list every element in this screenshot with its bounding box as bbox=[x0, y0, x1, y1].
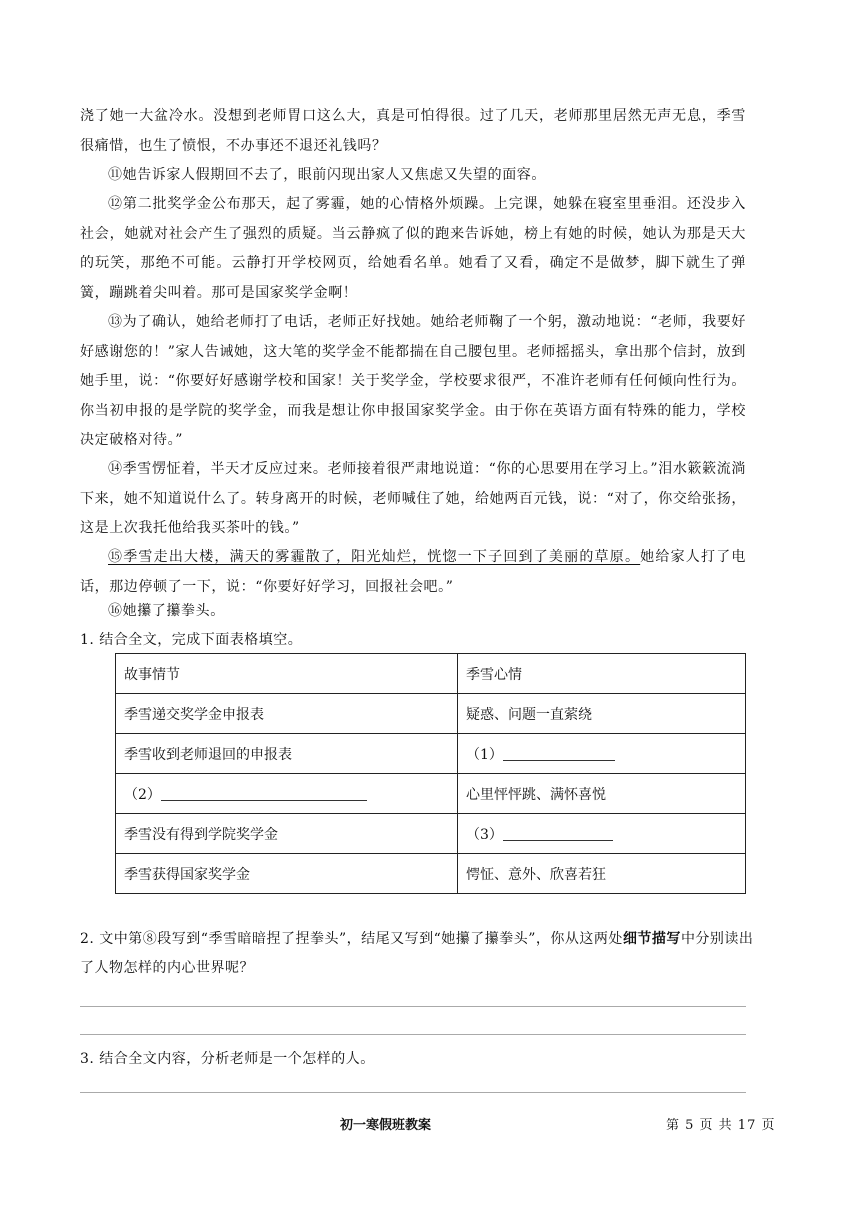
table-row bbox=[116, 774, 746, 814]
answer-table bbox=[115, 653, 746, 894]
mood-cell: 愕怔、意外、欣喜若狂 bbox=[458, 854, 746, 894]
fill-blank-1[interactable] bbox=[503, 746, 615, 761]
fill-blank-2[interactable] bbox=[161, 786, 367, 801]
paragraph-continued: 浇了她一大盆冷水。没想到老师胃口这么大，真是可怕得很。过了几天，老师那里居然无声无息，季雪很痛惜，也生了愤恨，不办事还不退还礼钱吗？ bbox=[80, 108, 746, 154]
fill-blank-3[interactable] bbox=[503, 826, 613, 841]
table-row bbox=[116, 694, 746, 734]
question-2-stem bbox=[80, 925, 760, 983]
mood-cell: 心里怦怦跳、满怀喜悦 bbox=[458, 774, 746, 814]
question-3-stem: 3. 结合全文内容，分析老师是一个怎样的人。 bbox=[80, 1051, 375, 1067]
plot-cell: 季雪收到老师退回的申报表 bbox=[116, 734, 458, 774]
blank-label: （3） bbox=[466, 826, 503, 843]
paragraph-16: ⑯她攥了攥拳头。 bbox=[108, 603, 225, 619]
plot-cell: 季雪递交奖学金申报表 bbox=[116, 694, 458, 734]
mood-cell bbox=[458, 734, 746, 774]
paragraph-14: ⑭季雪愣怔着，半天才反应过来。老师接着很严肃地说道：“你的心思要用在学习上。”泪水簌簌流淌下来，她不知道说什么了。转身离开的时候，老师喊住了她，给她两百元钱，说：“对了，你交给张扬，这是上次我托他给我买茶叶的钱。” bbox=[80, 461, 746, 536]
answer-line[interactable] bbox=[80, 1034, 746, 1035]
plot-cell: 季雪获得国家奖学金 bbox=[116, 854, 458, 894]
table-header-row bbox=[116, 654, 746, 694]
footer-title: 初一寒假班教案 bbox=[340, 1118, 432, 1133]
paragraph-13: ⑬为了确认，她给老师打了电话，老师正好找她。她给老师鞠了一个躬，激动地说：“老师，我要好好感谢您的！”家人告诫她，这大笔的奖学金不能都揣在自己腰包里。老师摇摇头，拿出那个信封，放到她手里，说：“你要好好感谢学校和国家！关于奖学金，学校要求很严，不准许老师有任何倾向性行为。你当初申报的是学院的奖学金，而我是想让你申报国家奖学金。由于你在英语方面有特殊的能力，学校决定破格对待。” bbox=[80, 314, 746, 448]
table-header-cell: 季雪心情 bbox=[458, 654, 746, 694]
paragraph-12: ⑫第二批奖学金公布那天，起了雾霾，她的心情格外烦躁。上完课，她躲在寝室里垂泪。还没步入社会，她就对社会产生了强烈的质疑。当云静疯了似的跑来告诉她，榜上有她的时候，她认为那是天大的玩笑，那绝不可能。云静打开学校网页，给她看名单。她看了又看，确定不是做梦，脚下就生了弹簧，蹦跳着尖叫着。那可是国家奖学金啊！ bbox=[80, 196, 746, 301]
blank-label: （2） bbox=[124, 786, 161, 803]
answer-line[interactable] bbox=[80, 1092, 746, 1093]
answer-line[interactable] bbox=[80, 1006, 746, 1007]
mood-cell bbox=[458, 814, 746, 854]
underlined-sentence: ⑮季雪走出大楼，满天的雾霾散了，阳光灿烂，恍惚一下子回到了美丽的草原。 bbox=[108, 549, 641, 565]
question-2-emphasis: 细节描写 bbox=[622, 931, 681, 947]
question-1-stem: 1. 结合全文，完成下面表格填空。 bbox=[80, 632, 303, 648]
table-header-cell: 故事情节 bbox=[116, 654, 458, 694]
table-row bbox=[116, 854, 746, 894]
paragraph-15 bbox=[80, 543, 746, 602]
question-2-text: 2. 文中第⑧段写到“季雪暗暗捏了捏拳头”，结尾又写到“她攥了攥拳头”，你从这两处 bbox=[80, 931, 623, 947]
mood-cell: 疑惑、问题一直萦绕 bbox=[458, 694, 746, 734]
question-2-text-end: 中分别读出了人物怎样的内心世界呢？ bbox=[80, 931, 754, 976]
page-number: 第 5 页 共 17 页 bbox=[666, 1118, 776, 1133]
plot-cell: 季雪没有得到学院奖学金 bbox=[116, 814, 458, 854]
blank-label: （1） bbox=[466, 746, 503, 763]
table-row bbox=[116, 734, 746, 774]
paragraph-11: ⑪她告诉家人假期回不去了，眼前闪现出家人又焦虑又失望的面容。 bbox=[108, 167, 546, 183]
plot-cell bbox=[116, 774, 458, 814]
paragraph-15-rest: 她给家人打了电话，那边停顿了一下，说：“你要好好学习，回报社会吧。” bbox=[80, 549, 747, 595]
table-row bbox=[116, 814, 746, 854]
